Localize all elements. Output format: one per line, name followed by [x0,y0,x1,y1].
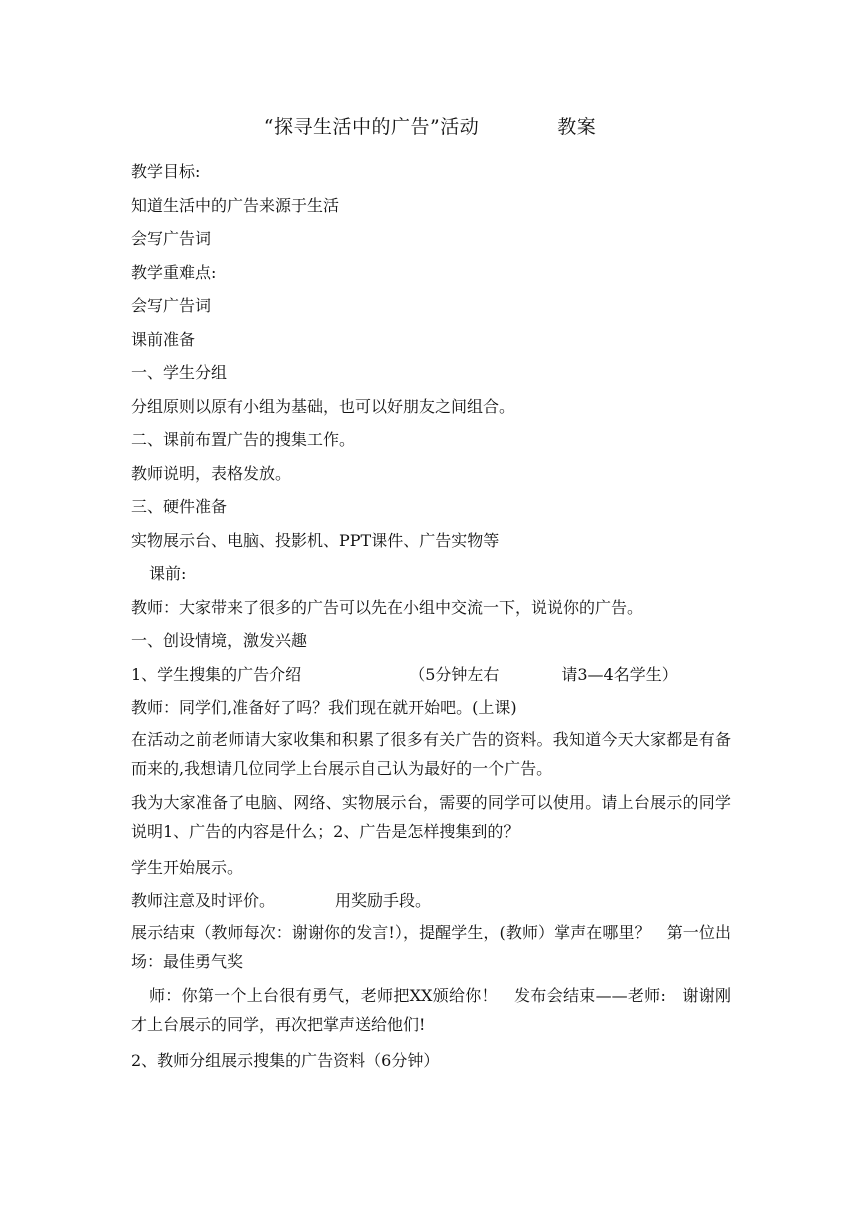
list-heading: 2、教师分组展示搜集的广告资料（6分钟） [131,1050,440,1070]
section-heading: 课前: [149,564,187,583]
body-line: 分组原则以原有小组为基础，也可以好朋友之间组合。 [131,396,516,416]
teacher-note: 教师注意及时评价。 [131,891,276,910]
body-paragraph: 我为大家准备了电脑、网络、实物展示台，需要的同学可以使用。请上台展示的同学说明1、广告的内容是什么；2、广告是怎样搜集到的？ [131,792,731,841]
section-heading: 课前准备 [131,329,196,349]
body-line: 知道生活中的广告来源于生活 [131,195,340,215]
body-paragraph: 展示结束（教师每次：谢谢你的发言!），提醒学生，(教师）掌声在哪里？ 第一位出场：最佳勇气奖 [131,922,731,971]
body-line: 会写广告词 [131,296,212,315]
list-heading: 一、创设情境，激发兴趣 [131,631,308,650]
body-line: 学生开始展示。 [131,857,244,877]
body-paragraph: 在活动之前老师请大家收集和积累了很多有关广告的资料。我知道今天大家都是有备而来的,我想请几位同学上台展示自己认为最好的一个广告。 [131,729,731,778]
body-line [131,884,731,918]
title-suffix: 教案 [557,116,597,138]
document-title [0,112,860,139]
list-heading: 一、学生分组 [131,363,228,382]
body-line: 实物展示台、电脑、投影机、PPT课件、广告实物等 [131,530,500,550]
item-duration: （5分钟左右 [409,664,500,684]
reward-note: 用奖励手段。 [335,891,432,910]
body-line: 教师：大家带来了很多的广告可以先在小组中交流一下，说说你的广告。 [131,597,644,617]
list-heading: 二、课前布置广告的搜集工作。 [131,430,356,449]
body-line: 会写广告词 [131,229,212,248]
list-heading: 三、硬件准备 [131,497,228,516]
body-line: 教师说明，表格发放。 [131,463,292,483]
item-participants: 请3—4名学生） [561,664,678,684]
body-line [131,658,731,692]
body-paragraph: 师：你第一个上台很有勇气，老师把XX颁给你！ 发布会结束——老师: 谢谢刚才上台展示的同学，再次把掌声送给他们! [131,985,731,1034]
title-main: “探寻生活中的广告”活动 [263,116,480,138]
item-title: 1、学生搜集的广告介绍 [131,664,302,684]
section-heading: 教学目标: [131,162,201,181]
section-heading: 教学重难点: [131,262,217,282]
body-line: 教师：同学们,准备好了吗？我们现在就开始吧。(上课) [131,698,517,717]
document-body [131,155,731,1077]
